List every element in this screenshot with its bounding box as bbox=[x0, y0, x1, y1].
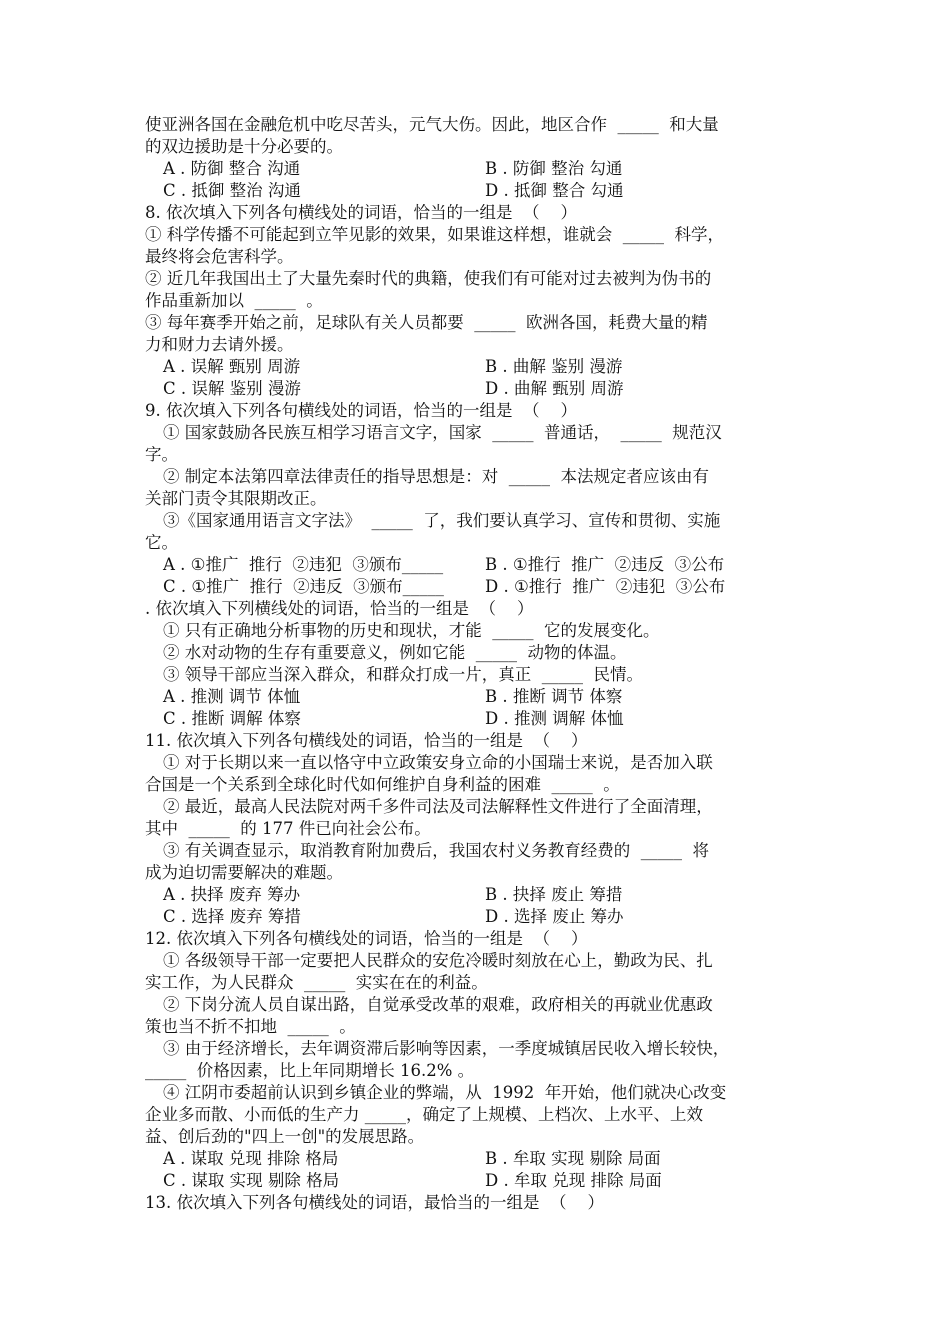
text-line: ③ 每年赛季开始之前，足球队有关人员都要 _____ 欧洲各国，耗费大量的精 bbox=[145, 313, 708, 332]
answer-option: B . 曲解 鉴别 漫游 bbox=[485, 357, 623, 376]
text-line: ② 近几年我国出土了大量先秦时代的典籍，使我们有可能对过去被判为伪书的 bbox=[145, 269, 712, 288]
text-line: 8. 依次填入下列各句横线处的词语，恰当的一组是 （ ） bbox=[145, 203, 577, 222]
text-line: 策也当不折不扣地 _____ 。 bbox=[145, 1017, 356, 1036]
text-line: ③ 有关调查显示，取消教育附加费后，我国农村义务教育经费的 _____ 将 bbox=[163, 841, 709, 860]
answer-options-row bbox=[145, 1170, 805, 1192]
text-line: 11. 依次填入下列各句横线处的词语，恰当的一组是 （ ） bbox=[145, 731, 588, 750]
text-line: ③ 领导干部应当深入群众，和群众打成一片，真正 _____ 民情。 bbox=[163, 665, 643, 684]
answer-option: A . 抉择 废弃 筹办 bbox=[163, 885, 301, 904]
text-line: _____ 价格因素，比上年同期增长 16.2% 。 bbox=[145, 1061, 475, 1080]
answer-option: B . 牟取 实现 剔除 局面 bbox=[485, 1149, 661, 1168]
answer-option: D . 曲解 甄别 周游 bbox=[485, 379, 624, 398]
text-line: ② 水对动物的生存有重要意义，例如它能 _____ 动物的体温。 bbox=[163, 643, 627, 662]
answer-option: A . ①推广 推行 ②违犯 ③颁布_____ bbox=[163, 555, 444, 574]
text-line: 它。 bbox=[145, 533, 178, 552]
text-line: ③《国家通用语言文字法》 _____ 了，我们要认真学习、宣传和贯彻、实施 bbox=[163, 511, 721, 530]
text-line: ① 科学传播不可能起到立竿见影的效果，如果谁这样想，谁就会 _____ 科学， bbox=[145, 225, 724, 244]
answer-option: A . 防御 整合 沟通 bbox=[163, 159, 301, 178]
answer-option: C . ①推广 推行 ②违反 ③颁布_____ bbox=[163, 577, 444, 596]
text-line: 的双边援助是十分必要的。 bbox=[145, 137, 343, 156]
answer-option: D . 选择 废止 筹办 bbox=[485, 907, 624, 926]
answer-options-row bbox=[145, 686, 805, 708]
answer-option: C . 误解 鉴别 漫游 bbox=[163, 379, 301, 398]
text-line: 成为迫切需要解决的难题。 bbox=[145, 863, 343, 882]
answer-option: B . 推断 调节 体察 bbox=[485, 687, 623, 706]
text-line: ① 国家鼓励各民族互相学习语言文字，国家 _____ 普通话， _____ 规范汉 bbox=[163, 423, 722, 442]
text-line: 实工作，为人民群众 _____ 实实在在的利益。 bbox=[145, 973, 488, 992]
answer-option: B . 抉择 废止 筹措 bbox=[485, 885, 623, 904]
text-line: 12. 依次填入下列各句横线处的词语，恰当的一组是 （ ） bbox=[145, 929, 588, 948]
answer-option: C . 推断 调解 体察 bbox=[163, 709, 301, 728]
text-line: ② 最近，最高人民法院对两千多件司法及司法解释性文件进行了全面清理， bbox=[163, 797, 713, 816]
answer-option: D . 牟取 兑现 排除 局面 bbox=[485, 1171, 662, 1190]
text-line: ② 制定本法第四章法律责任的指导思想是：对 _____ 本法规定者应该由有 bbox=[163, 467, 709, 486]
text-line: ① 各级领导干部一定要把人民群众的安危冷暖时刻放在心上，勤政为民、扎 bbox=[163, 951, 713, 970]
text-line: 企业多而散、小而低的生产力 _____，确定了上规模、上档次、上水平、上效 bbox=[145, 1105, 703, 1124]
text-line: 最终将会危害科学。 bbox=[145, 247, 294, 266]
text-line: 其中 _____ 的 177 件已向社会公布。 bbox=[145, 819, 431, 838]
answer-option: C . 谋取 实现 剔除 格局 bbox=[163, 1171, 340, 1190]
text-line: 益、创后劲的"四上一创"的发展思路。 bbox=[145, 1127, 425, 1146]
answer-options-row bbox=[145, 1148, 805, 1170]
answer-options-row bbox=[145, 158, 805, 180]
answer-option: B . 防御 整治 勾通 bbox=[485, 159, 623, 178]
text-line: 13. 依次填入下列各句横线处的词语，最恰当的一组是 （ ） bbox=[145, 1193, 604, 1212]
answer-options-row bbox=[145, 906, 805, 928]
text-line: 作品重新加以 _____ 。 bbox=[145, 291, 323, 310]
answer-option: A . 推测 调节 体恤 bbox=[163, 687, 301, 706]
answer-option: B . ①推行 推广 ②违反 ③公布 bbox=[485, 555, 725, 574]
document-page bbox=[145, 114, 805, 1214]
answer-options-row bbox=[145, 180, 805, 202]
text-line: 合国是一个关系到全球化时代如何维护自身利益的困难 _____ 。 bbox=[145, 775, 620, 794]
answer-option: C . 抵御 整治 沟通 bbox=[163, 181, 301, 200]
answer-option: C . 选择 废弃 筹措 bbox=[163, 907, 301, 926]
answer-option: D . 推测 调解 体恤 bbox=[485, 709, 624, 728]
answer-option: A . 谋取 兑现 排除 格局 bbox=[163, 1149, 339, 1168]
answer-options-row bbox=[145, 708, 805, 730]
answer-option: A . 误解 甄别 周游 bbox=[163, 357, 301, 376]
text-line: ① 对于长期以来一直以恪守中立政策安身立命的小国瑞士来说，是否加入联 bbox=[163, 753, 713, 772]
answer-options-row bbox=[145, 356, 805, 378]
text-line: ③ 由于经济增长，去年调资滞后影响等因素，一季度城镇居民收入增长较快， bbox=[163, 1039, 730, 1058]
text-line: ④ 江阴市委超前认识到乡镇企业的弊端，从 1992 年开始，他们就决心改变 bbox=[163, 1083, 727, 1102]
text-line: . 依次填入下列横线处的词语，恰当的一组是 （ ） bbox=[145, 599, 534, 618]
text-line: 字。 bbox=[145, 445, 178, 464]
answer-options-row bbox=[145, 554, 805, 576]
text-line: ① 只有正确地分析事物的历史和现状，才能 _____ 它的发展变化。 bbox=[163, 621, 660, 640]
answer-options-row bbox=[145, 884, 805, 906]
answer-options-row bbox=[145, 576, 805, 598]
text-line: 9. 依次填入下列各句横线处的词语，恰当的一组是 （ ） bbox=[145, 401, 577, 420]
text-line: 使亚洲各国在金融危机中吃尽苦头，元气大伤。因此，地区合作 _____ 和大量 bbox=[145, 115, 719, 134]
answer-option: D . 抵御 整合 勾通 bbox=[485, 181, 624, 200]
answer-options-row bbox=[145, 378, 805, 400]
answer-option: D . ①推行 推广 ②违犯 ③公布 bbox=[485, 577, 726, 596]
text-line: 关部门责令其限期改正。 bbox=[145, 489, 327, 508]
text-line: 力和财力去请外援。 bbox=[145, 335, 294, 354]
text-line: ② 下岗分流人员自谋出路，自觉承受改革的艰难，政府相关的再就业优惠政 bbox=[163, 995, 713, 1014]
